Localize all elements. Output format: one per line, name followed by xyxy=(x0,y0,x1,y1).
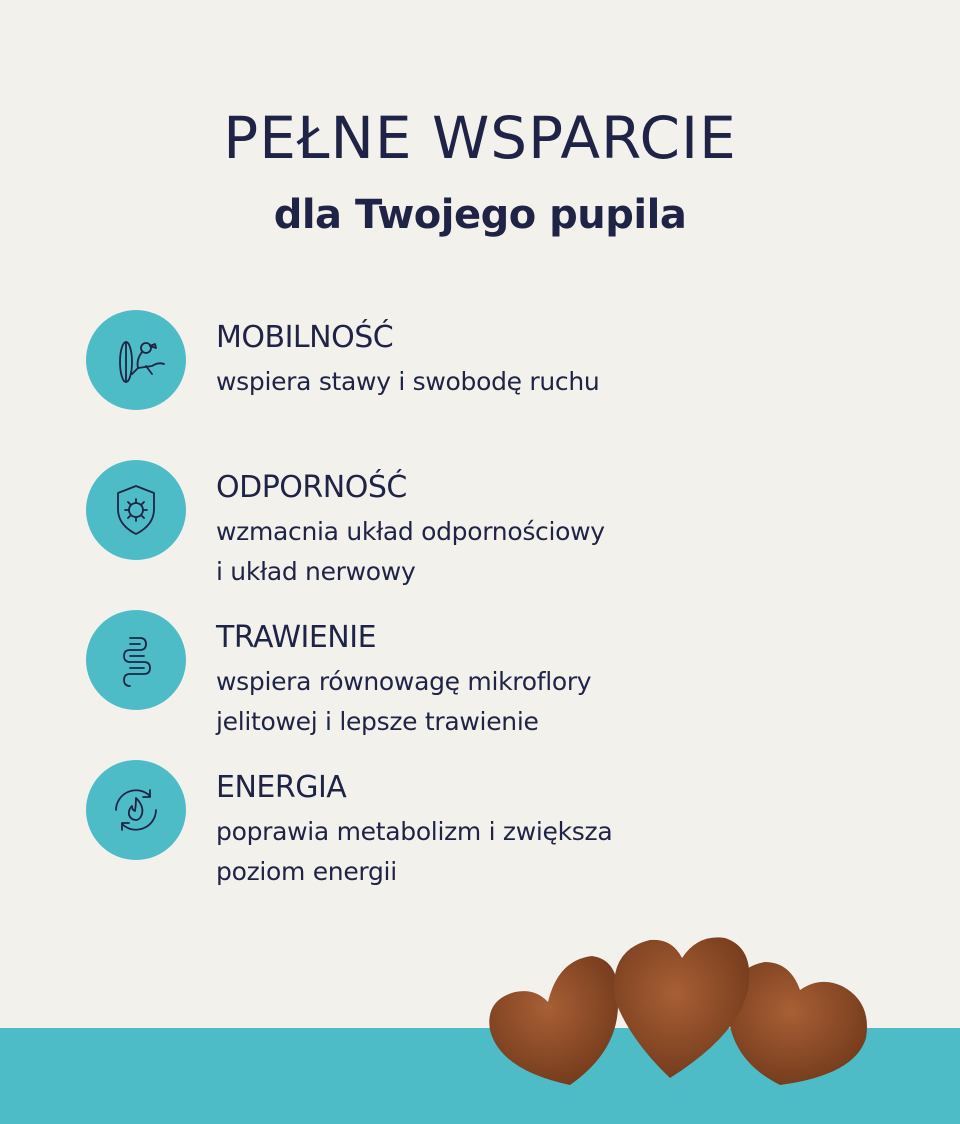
benefit-mobility xyxy=(86,310,886,430)
page-title: PEŁNE WSPARCIE xyxy=(223,104,737,172)
treat-heart-center xyxy=(614,937,749,1078)
treat-heart-left xyxy=(489,956,618,1085)
intestines-icon xyxy=(86,610,186,710)
benefit-title: MOBILNOŚĆ xyxy=(216,320,394,355)
shield-virus-icon xyxy=(86,460,186,560)
benefit-title: ENERGIA xyxy=(216,770,347,805)
page-subtitle: dla Twojego pupila xyxy=(273,192,687,238)
benefit-description: wspiera stawy i swobodę ruchu xyxy=(216,367,600,396)
dog-jumping-icon xyxy=(86,310,186,410)
treats-image xyxy=(480,920,880,1090)
benefit-description: wzmacnia układ odpornościowy i układ nerwowy xyxy=(216,517,605,586)
benefit-title: ODPORNOŚĆ xyxy=(216,470,407,505)
benefit-description: wspiera równowagę mikroflory jelitowej i lepsze trawienie xyxy=(216,667,592,736)
benefit-title: TRAWIENIE xyxy=(216,620,377,655)
benefit-description: poprawia metabolizm i zwiększa poziom energii xyxy=(216,817,613,886)
energy-flame-icon xyxy=(86,760,186,860)
benefit-immunity xyxy=(86,460,886,586)
benefit-digestion xyxy=(86,610,886,736)
benefit-energy xyxy=(86,760,886,886)
